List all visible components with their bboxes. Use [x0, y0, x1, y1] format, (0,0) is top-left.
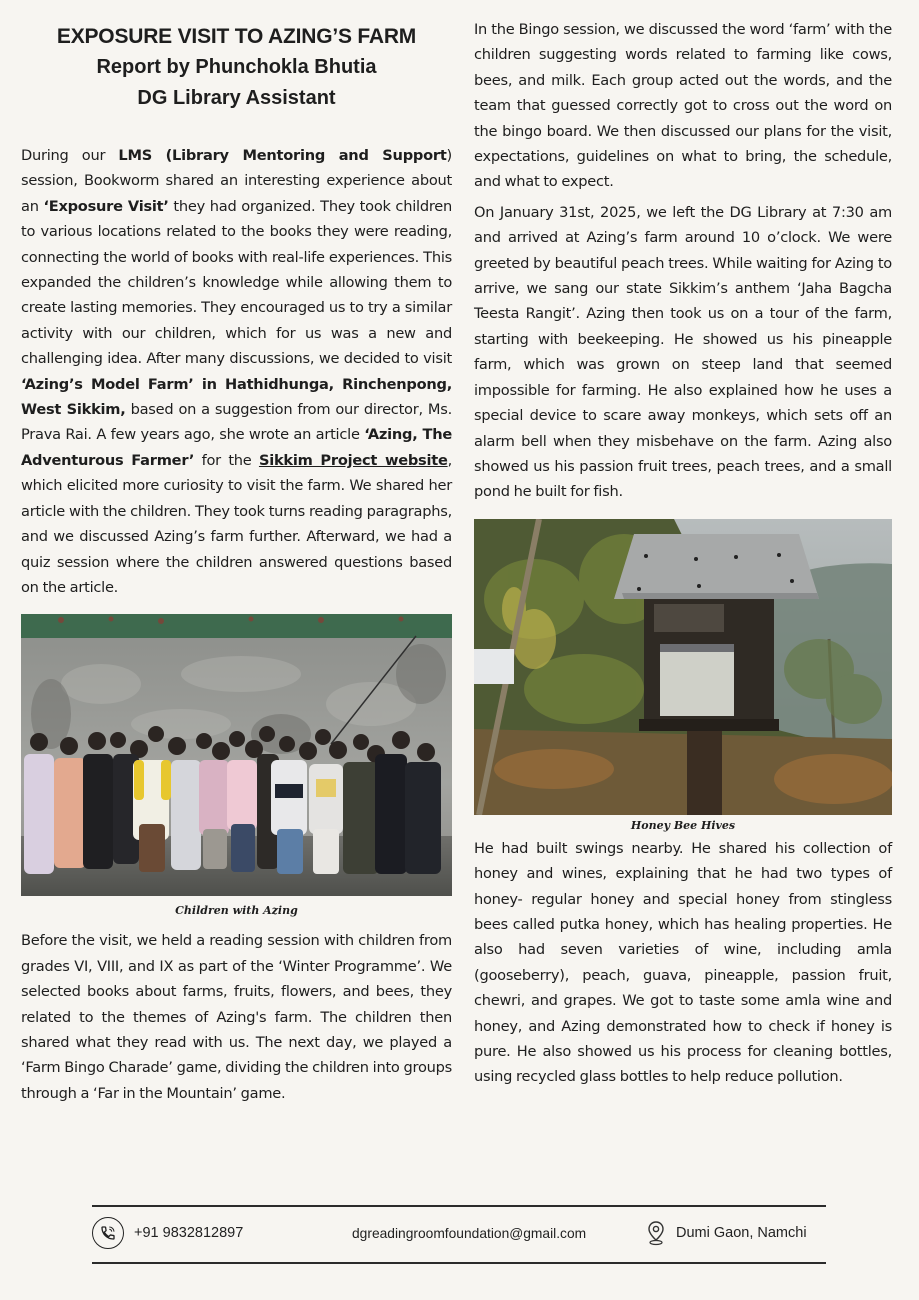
visit-day-paragraph: On January 31st, 2025, we left the DG Library at 7:30 am and arrived at Azing’s farm around 10 o’clock. We were greeted by beautiful peach trees. While waiting for Azing to arrive, we sang our state Sikkim’s anthem ‘Jaha Bagcha Teesta Rangit’. Azing then took us on a tour of the farm, starting with beekeeping. He showed us his pineapple farm, which was grown on steep land that seemed impossible for farming. He also explained how he uses a special device to scare away monkeys, which sets off an alarm bell when they misbehave on the farm. Azing also showed us his passion fruit trees, peach trees, and a small pond he built for fish. — [474, 203, 892, 501]
author-role: DG Library Assistant — [137, 87, 336, 109]
left-column — [21, 20, 452, 1106]
bold-exposure-visit: ‘Exposure Visit’ — [43, 197, 169, 215]
author-line: Report by Phunchokla Bhutia — [96, 56, 377, 78]
document-title: EXPOSURE VISIT TO AZING’S FARM — [56, 25, 417, 48]
beehive-illustration — [474, 519, 892, 815]
bold-article-title: ‘Azing, The Adventurous Farmer’ — [21, 426, 452, 469]
phone-icon — [92, 1217, 124, 1249]
text-run: based on a suggestion from our director, Ms. Prava Rai. A few years ago, she wrote an article — [21, 401, 452, 444]
bold-farm-location: ‘Azing’s Model Farm’ in Hathidhunga, Rinchenpong, West Sikkim, — [21, 375, 452, 419]
text-run: for the — [194, 451, 259, 469]
address-text: Dumi Gaon, Namchi — [676, 1225, 807, 1241]
hives-photo-caption: Honey Bee Hives — [630, 818, 736, 832]
reading-session-paragraph: Before the visit, we held a reading session with children from grades VI, VIII, and IX as part of the ‘Winter Programme’. We selected books about farms, fruits, flowers, and bees, they related to the themes of Azing's farm. The children then shared what they read with us. The next day, we played a ‘Farm Bingo Charade’ game, dividing the children into groups through a ‘Far in the Mountain’ game. — [21, 932, 452, 1102]
phone-number[interactable]: +91 9832812897 — [134, 1225, 244, 1241]
honey-bee-hives-photo — [474, 519, 892, 815]
email-address[interactable]: dgreadingroomfoundation@gmail.com — [352, 1225, 587, 1241]
children-photo-caption: Children with Azing — [175, 904, 298, 918]
footer-divider-top — [92, 1205, 826, 1207]
text-run: they had organized. They took children to various locations related to the books they were reading, connecting the world of books with real-life experiences. This expanded the children’s knowledge while allowing them to create lasting memories. They encouraged us to try a similar activity with our children, which for us was a new and challenging idea. After many discussions, we decided to visit — [21, 197, 452, 368]
footer-address — [646, 1218, 807, 1248]
bold-lms: LMS (Library Mentoring and Support — [118, 147, 447, 164]
footer-divider-bottom — [92, 1262, 826, 1264]
text-run: During our — [21, 147, 119, 164]
intro-paragraph — [21, 143, 452, 600]
map-pin-icon — [646, 1220, 666, 1246]
sikkim-project-link[interactable]: Sikkim Project website — [258, 451, 448, 469]
honey-wine-paragraph: He had built swings nearby. He shared his collection of honey and wines, explaining that he had two types of honey- regular honey and special honey from stingless bees called putka honey, which has healing properties. He also had seven varieties of wine, including amla (gooseberry), peach, guava, pineapple, passion fruit, chewri, and grapes. We got to taste some amla wine and honey, and Azing demonstrated how to check if honey is pure. He also showed us his process for cleaning bottles, using recycled glass bottles to help reduce pollution. — [474, 839, 892, 1086]
text-run: , which elicited more curiosity to visit the farm. We shared her article with the children. They took turns reading paragraphs, and we discussed Azing’s farm further. Afterward, we had a quiz session where the children answered questions based on the article. — [21, 451, 452, 596]
right-column — [474, 20, 892, 1090]
header — [21, 22, 452, 114]
group-photo-illustration — [21, 614, 452, 896]
footer-phone — [92, 1218, 243, 1248]
footer-email — [352, 1218, 586, 1248]
bingo-session-paragraph: In the Bingo session, we discussed the word ‘farm’ with the children suggesting words related to farming like cows, bees, and milk. Each group acted out the words, and the team that guessed correctly got to cross out the word on the bingo board. We then discussed our plans for the visit, expectations, guidelines on what to bring, the schedule, and what to expect. — [474, 21, 892, 191]
children-with-azing-photo — [21, 614, 452, 896]
text-run: ) session, Bookworm shared an interesting experience about an — [21, 147, 452, 215]
